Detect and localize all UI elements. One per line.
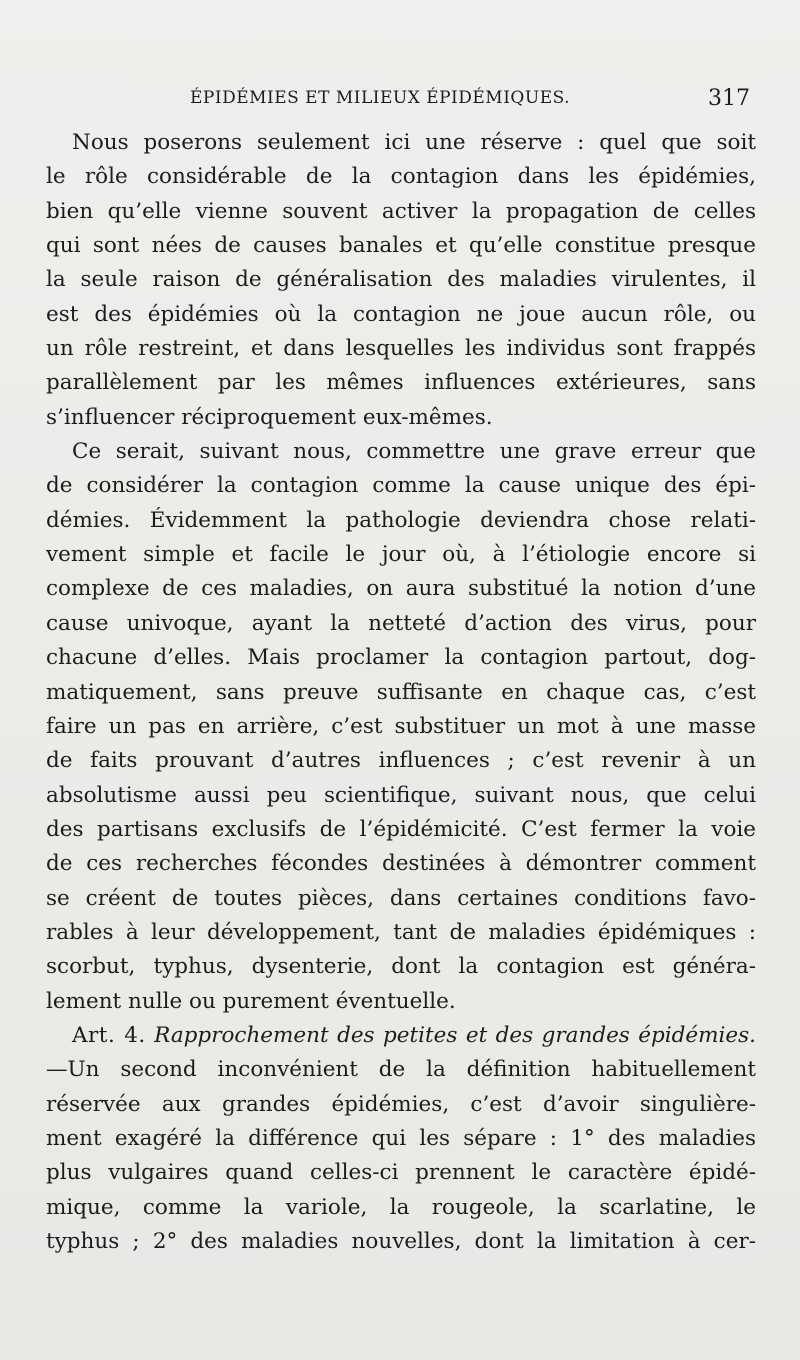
text-line: la seule raison de généralisation des maladies virulentes, il (46, 267, 756, 293)
body-text (46, 126, 756, 1259)
text-line: absolutisme aussi peu scientifique, suivant nous, que celui (46, 782, 756, 808)
text-line: est des épidémies où la contagion ne joue aucun rôle, ou (46, 301, 756, 327)
text-line: typhus ; 2° des maladies nouvelles, dont la limitation à cer- (46, 1229, 756, 1254)
article-title: Rapprochement des petites et des grandes épidémies. (154, 1022, 756, 1048)
text-line: de faits prouvant d’autres influences ; c’est revenir à un (46, 748, 756, 774)
text-line: se créent de toutes pièces, dans certaines conditions favo- (46, 885, 756, 911)
article-label: Art. 4. (72, 1022, 146, 1048)
running-title: ÉPIDÉMIES ET MILIEUX ÉPIDÉMIQUES. (190, 88, 571, 108)
text-line: —Un second inconvénient de la définition habituellement (46, 1057, 756, 1083)
text-line: parallèlement par les mêmes influences extérieures, sans (46, 370, 756, 396)
text-line: réservée aux grandes épidémies, c’est d’avoir singulière- (46, 1091, 756, 1117)
text-line: bien qu’elle vienne souvent activer la propagation de celles (46, 198, 756, 224)
text-line: lement nulle ou purement éventuelle. (46, 988, 456, 1014)
text-line: vement simple et facile le jour où, à l’étiologie encore si (46, 542, 756, 568)
text-line: des partisans exclusifs de l’épidémicité. C’est fermer la voie (46, 816, 756, 842)
text-line: cause univoque, ayant la netteté d’action des virus, pour (46, 610, 756, 636)
page-number: 317 (708, 86, 750, 111)
text-line: Ce serait, suivant nous, commettre une grave erreur que (72, 439, 756, 465)
text-line: chacune d’elles. Mais proclamer la contagion partout, dog- (46, 645, 756, 671)
page-header (0, 82, 800, 122)
text-line: de considérer la contagion comme la cause unique des épi- (46, 473, 756, 499)
text-line: qui sont nées de causes banales et qu’elle constitue presque (46, 233, 756, 259)
text-line: scorbut, typhus, dysenterie, dont la contagion est généra- (46, 954, 756, 980)
text-line: un rôle restreint, et dans lesquelles les individus sont frappés (46, 336, 756, 362)
text-line: faire un pas en arrière, c’est substituer un mot à une masse (46, 713, 756, 739)
text-line: démies. Évidemment la pathologie deviendra chose relati- (46, 507, 756, 533)
article-heading (46, 1019, 756, 1053)
text-line: rables à leur développement, tant de maladies épidémiques : (46, 919, 756, 945)
text-line: de ces recherches fécondes destinées à démontrer comment (46, 851, 756, 877)
text-line: mique, comme la variole, la rougeole, la scarlatine, le (46, 1194, 756, 1220)
text-line: Nous poserons seulement ici une réserve : quel que soit (72, 130, 756, 155)
text-line: complexe de ces maladies, on aura substitué la notion d’une (46, 576, 756, 602)
text-line: matiquement, sans preuve suffisante en chaque cas, c’est (46, 679, 756, 705)
text-line: le rôle considérable de la contagion dans les épidémies, (46, 164, 756, 190)
text-line: ment exagéré la différence qui les sépare : 1° des maladies (46, 1125, 756, 1151)
text-line: plus vulgaires quand celles-ci prennent le caractère épidé- (46, 1160, 756, 1186)
text-line: s’influencer réciproquement eux-mêmes. (46, 404, 493, 430)
